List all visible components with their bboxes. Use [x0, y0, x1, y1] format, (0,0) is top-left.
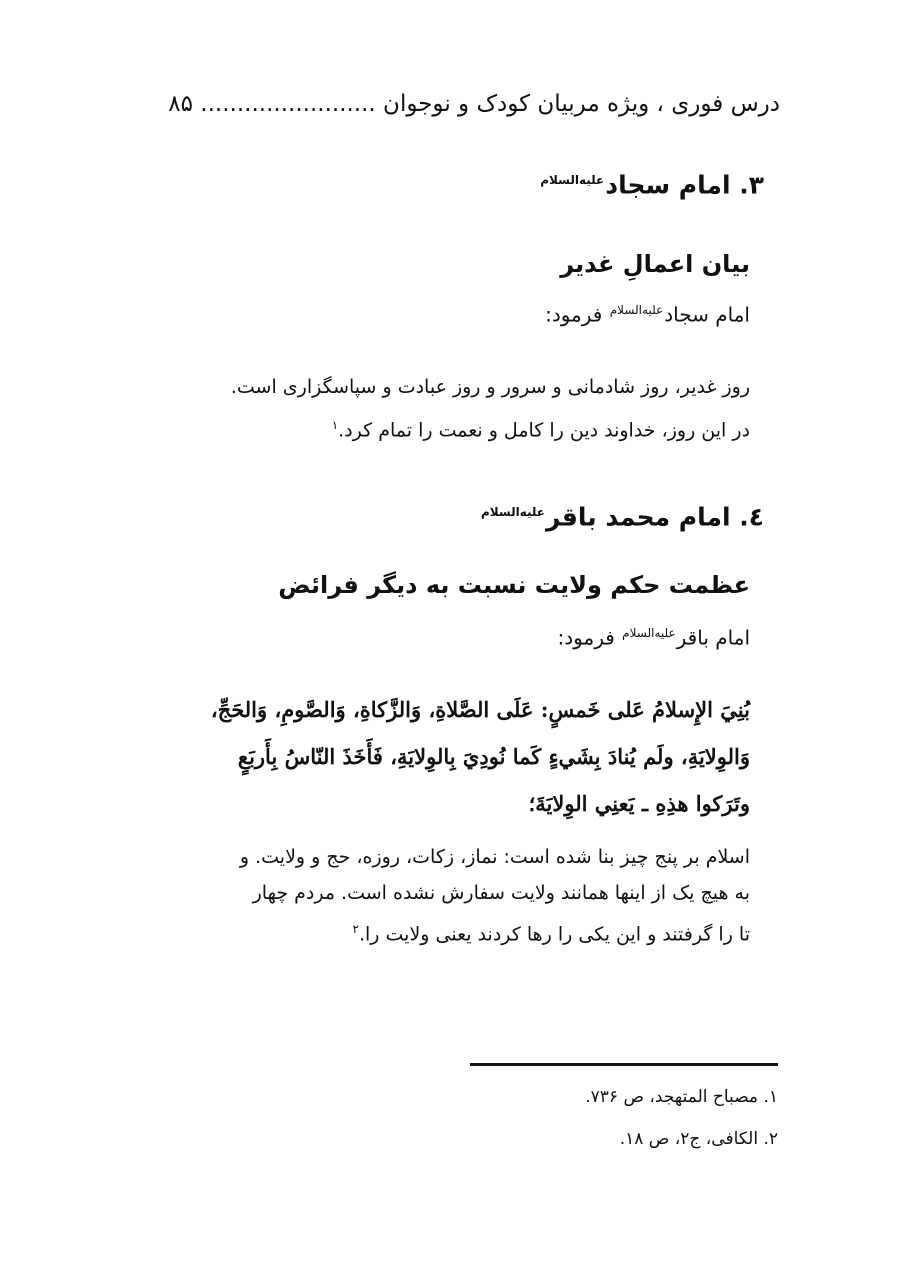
attribution-imam-baqir	[558, 616, 751, 655]
translation-line: به هیچ یک از اینها همانند ولایت سفارش نشده است. مردم چهار	[252, 882, 750, 904]
heading-ghadir-deeds: بیان اعمالِ غدیر	[560, 250, 750, 278]
section-title-imam-baqir	[480, 492, 764, 537]
footnote-1: ۱. مصباح المتهجد، ص ۷۳۶.	[585, 1087, 778, 1107]
quote-line: روز غدیر، روز شادمانی و سرور و روز عبادت و سپاسگزاری است.	[230, 376, 750, 398]
section-title-imam-sajjad	[539, 160, 764, 205]
translation-line: اسلام بر پنج چیز بنا شده است: نماز، زکات، روزه، حج و ولایت. و	[239, 846, 750, 868]
section-title-text: ٤. امام محمد باقر	[545, 502, 764, 532]
attribution-imam-sajjad	[545, 293, 750, 332]
honorific-mark: علیه‌السلام	[480, 505, 545, 519]
running-header: درس فوری ، ویژه مربیان کودک و نوجوان ........................ ۸۵	[168, 91, 780, 117]
attribution-name: امام باقر	[676, 625, 750, 650]
attribution-name: امام سجاد	[664, 302, 750, 327]
translation-line: تا را گرفتند و این یکی را رها کردند یعنی ولایت را.$^۲$	[352, 922, 750, 946]
honorific-mark: علیه‌السلام	[609, 303, 664, 317]
quote-line: در این روز، خداوند دین را کامل و نعمت را تمام کرد.$^۱$	[331, 418, 750, 442]
persian-translation	[240, 839, 750, 952]
arabic-hadith	[211, 686, 750, 827]
arabic-hadith-line: وتَرَکوا هذِهِ ـ یَعنِي الوِلایَةَ؛	[528, 791, 750, 816]
arabic-hadith-line: وَالوِلایَةِ، ولَم یُنادَ بِشَيءٍ کَما نُودِيَ بِالوِلایَةِ، فَأَخَذَ النّاسُ بِأَربَعٍ	[237, 744, 750, 769]
ghadir-quote	[231, 368, 750, 449]
honorific-mark: علیه‌السلام	[540, 173, 605, 187]
footnote-reference: ۲	[352, 922, 359, 936]
arabic-hadith-line: بُنِيَ الإِسلامُ عَلی خَمسٍ: عَلَی الصَّلاةِ، وَالزَّکاةِ، وَالصَّومِ، وَالحَجِّ،	[210, 697, 750, 722]
section-title-text: ۳. امام سجاد	[605, 170, 764, 200]
footnote-divider	[470, 1063, 778, 1066]
honorific-mark: علیه‌السلام	[622, 626, 676, 640]
attribution-verb: فرمود:	[557, 625, 622, 650]
footnote-reference: ۱	[331, 418, 339, 432]
heading-wilayah-greatness: عظمت حکم ولایت نسبت به دیگر فرائض	[278, 571, 750, 599]
attribution-verb: فرمود:	[545, 302, 609, 327]
footnote-2: ۲. الکافی، ج۲، ص ۱۸.	[619, 1129, 778, 1149]
